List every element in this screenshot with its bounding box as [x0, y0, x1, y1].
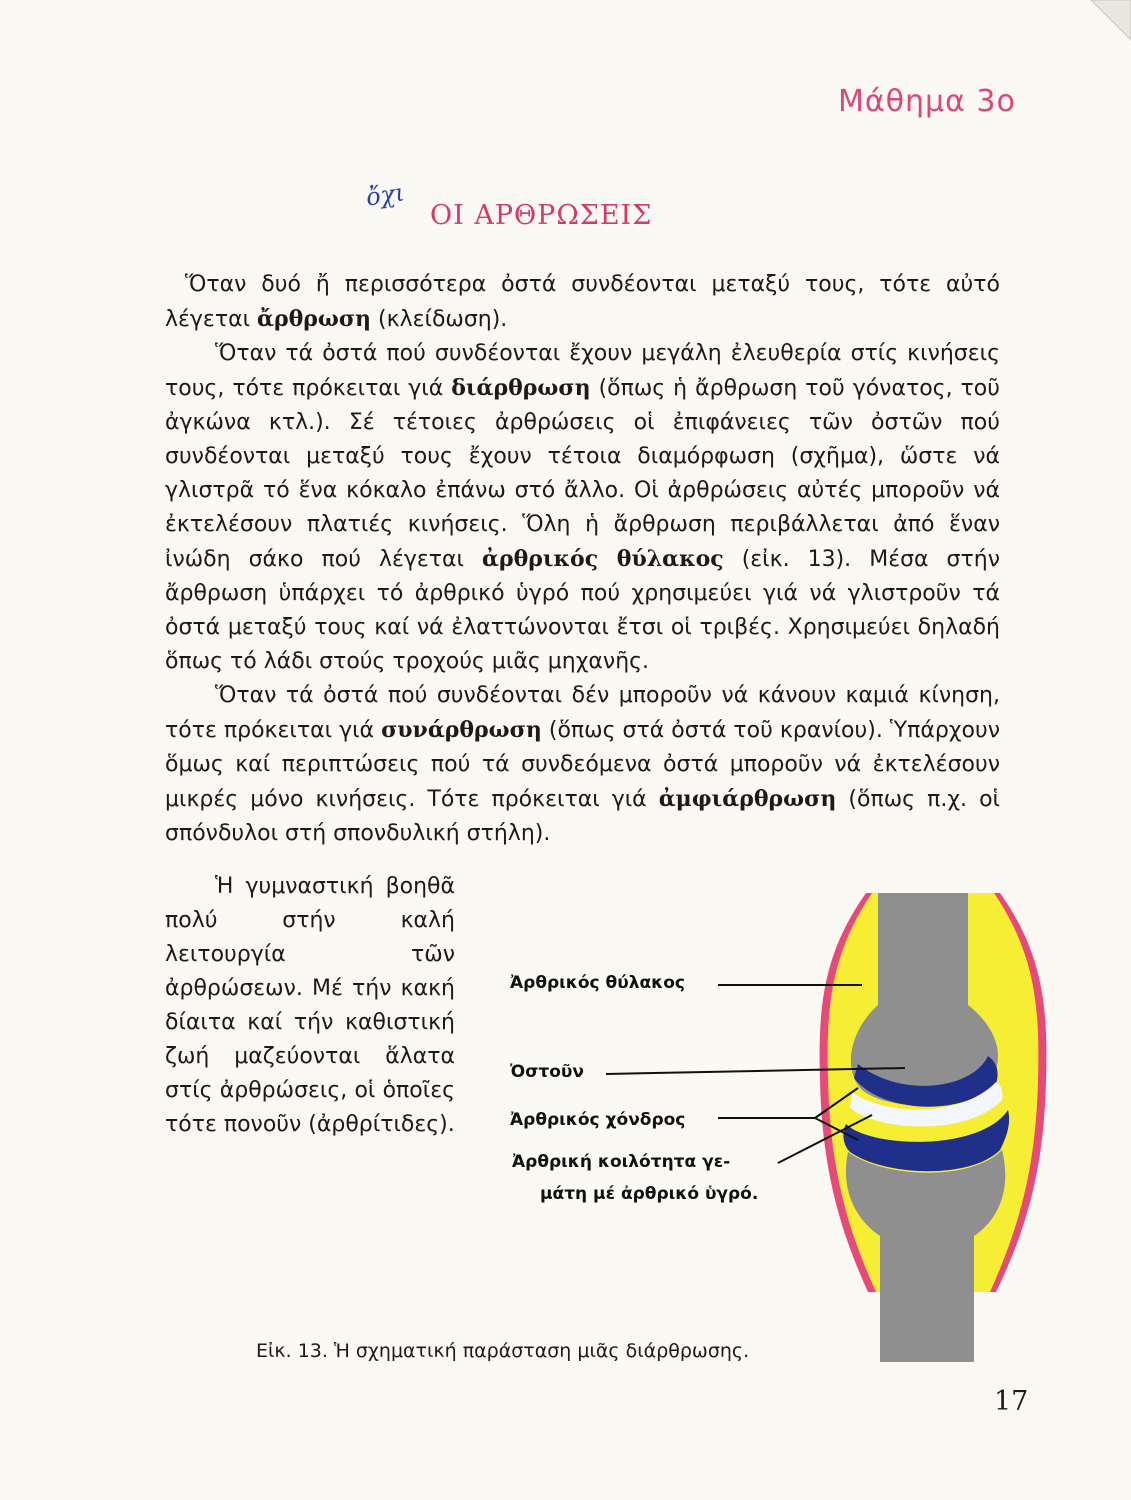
paragraph-3: Ὅταν τά ὀστά πού συνδέονται δέν μποροῦν νά κάνουν καμιά κίνηση, τότε πρόκειται γιά συνάρθρωση (ὅπως στά ὀστά τοῦ κρανίου). Ὑπάρχουν ὅμως καί περιπτώσεις πού τά συνδεόμενα ὀστά μποροῦν νά ἐκτελέσουν μικρές μόνο κινήσεις. Τότε πρόκειται γιά ἀμφιάρθρωση (ὅπως π.χ. οἱ σπόνδυλοι στή σπονδυλική στήλη).: [165, 683, 1000, 846]
lesson-number: Μάθημα 3ο: [838, 84, 1016, 119]
label-bone: Ὀστοῦν: [510, 1062, 584, 1082]
term-amphiarthrosis: ἀμφιάρθρωση: [658, 786, 837, 812]
page-number: 17: [994, 1386, 1029, 1417]
label-articular-cartilage: Ἀρθρικός χόνδρος: [510, 1110, 686, 1130]
term-diarthrosis: διάρθρωση: [451, 375, 591, 401]
label-joint-capsule: Ἀρθρικός θύλακος: [510, 973, 685, 993]
label-joint-cavity-1: Ἀρθρική κοιλότητα γε-: [512, 1152, 731, 1172]
paragraph-1: Ὅταν δυό ἤ περισσότερα ὀστά συνδέονται μεταξύ τους, τότε αὐτό λέγεται ἄρθρωση (κλείδωση).: [165, 272, 1000, 332]
term-synarthrosis: συνάρθρωση: [381, 717, 542, 743]
paragraph-2: Ὅταν τά ὀστά πού συνδέονται ἔχουν μεγάλη ἐλευθερία στίς κινήσεις τους, τότε πρόκειται γιά διάρθρωση (ὅπως ἡ ἄρθρωση τοῦ γόνατος, τοῦ ἀγκώνα κτλ.). Σέ τέτοιες ἀρθρώσεις οἱ ἐπιφάνειες τῶν ὀστῶν πού συνδέονται μεταξύ τους ἔχουν τέτοια διαμόρφωση (σχῆμα), ὥστε νά γλιστρᾶ τό ἕνα κόκαλο ἐπάνω στό ἄλλο. Οἱ ἀρθρώσεις αὐτές μποροῦν νά ἐκτελέσουν πλατιές κινήσεις. Ὅλη ἡ ἄρθρωση περιβάλλεται ἀπό ἕναν ἰνώδη σάκο πού λέγεται ἀρθρικός θύλακος (εἰκ. 13). Μέσα στήν ἄρθρωση ὑπάρχει τό ἀρθρικό ὑγρό πού χρησιμεύει γιά νά γλιστροῦν τά ὀστά μεταξύ τους καί νά ἐλαττώνονται ἔτσι οἱ τριβές. Χρησιμεύει δηλαδή ὅπως τό λάδι στούς τροχούς μιᾶς μηχανῆς.: [165, 341, 1000, 674]
figure-caption: Εἰκ. 13. Ἡ σχηματική παράσταση μιᾶς διάρθρωσης.: [256, 1340, 750, 1362]
handwritten-note-text: ὄχι: [364, 178, 407, 212]
term-arthrosis: ἄρθρωση: [257, 306, 372, 332]
page-title: ΟΙ ΑΡΘΡΩΣΕΙΣ: [430, 200, 653, 231]
paragraph-4: Ἡ γυμναστική βοηθᾶ πολύ στήν καλή λειτουργία τῶν ἀρθρώσεων. Μέ τήν κακή δίαιτα καί τήν καθιστική ζωή μαζεύονται ἅλατα στίς ἀρθρώσεις, οἱ ὁποῖες τότε πονοῦν (ἀρθρίτιδες).: [165, 874, 455, 1137]
term-joint-capsule: ἀρθρικός θύλακος: [482, 546, 724, 572]
bone-shaft-lower: [880, 1292, 974, 1362]
label-joint-cavity-2: μάτη μέ ἀρθρικό ὑγρό.: [540, 1184, 759, 1204]
